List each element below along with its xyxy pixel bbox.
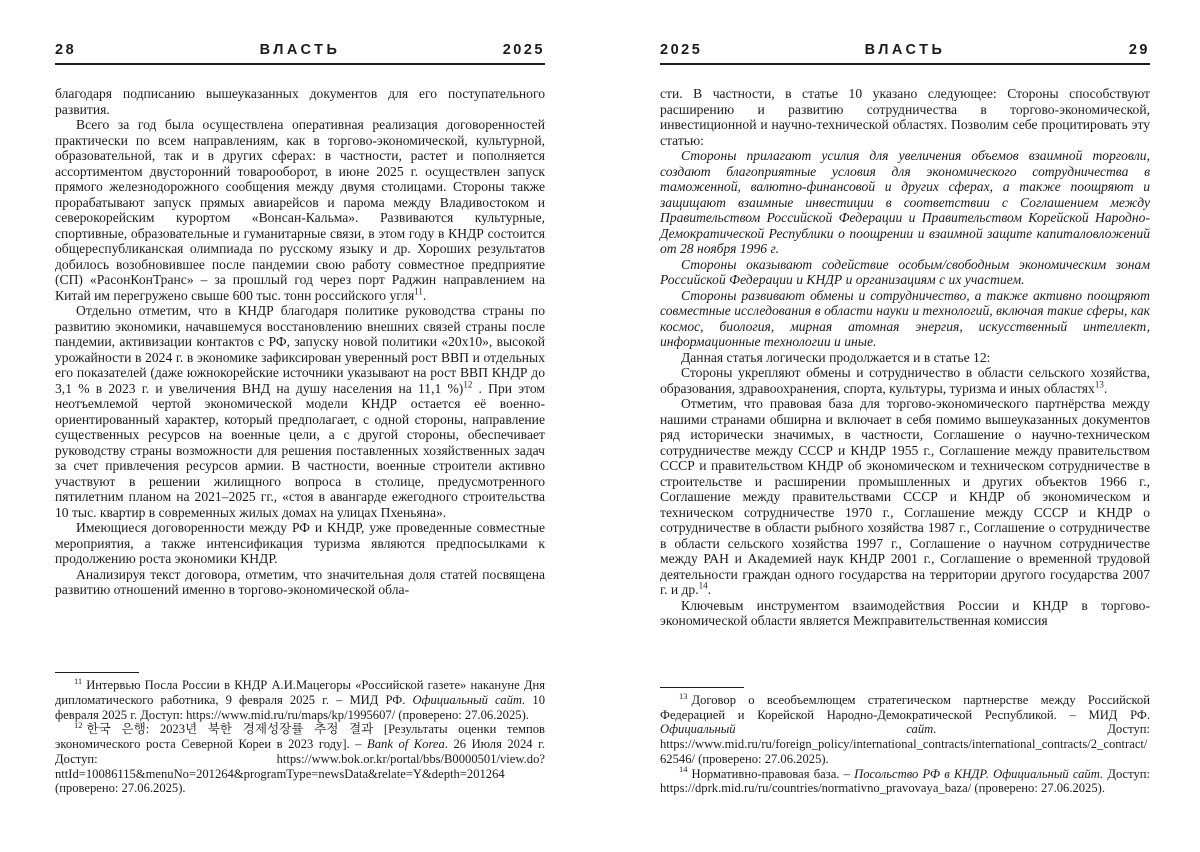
header-rule bbox=[660, 63, 1150, 65]
footnote-separator bbox=[55, 672, 139, 673]
paragraph bbox=[55, 520, 545, 567]
paragraph bbox=[660, 257, 1150, 288]
text-run: . bbox=[707, 582, 712, 597]
text-run: . bbox=[422, 287, 427, 303]
text-run: благодаря подписанию вышеуказанных документов для его поступательного развития. bbox=[55, 86, 545, 117]
paragraph bbox=[660, 396, 1150, 598]
text-run: . 26 Июля 2024 г. Доступ: https://www.bok.or.kr/portal/bbs/B0000501/view.do?nttId=10086115&menuNo=201264&programType=newsData&relate=Y&depth=201264 (проверено: 27.06.2025). bbox=[55, 737, 545, 796]
footnote-ref: 13 bbox=[1094, 378, 1104, 389]
footnote bbox=[660, 764, 1151, 796]
text-run: Стороны укрепляют обмены и сотрудничество в области сельского хозяйства, образования, здравоохранения, спорта, культуры, туризма и иных областях bbox=[660, 365, 1150, 396]
footnote-ref: 11 bbox=[414, 285, 423, 296]
footnote-separator bbox=[660, 687, 744, 688]
footnote bbox=[55, 722, 545, 796]
paragraph bbox=[660, 288, 1150, 350]
footnote bbox=[55, 678, 545, 722]
page-body bbox=[660, 86, 1150, 629]
footnote bbox=[660, 690, 1150, 767]
text-run: Ключевым инструментом взаимодействия России и КНДР в торгово-экономической области является Межправительственная комиссия bbox=[660, 597, 1150, 628]
footnote-list bbox=[660, 690, 1151, 796]
paragraph bbox=[660, 86, 1150, 148]
text-run: Имеющиеся договоренности между РФ и КНДР, уже проведенные совместные мероприятия, а также интенсификация туризма являются предпосылками к продолжению роста экономики КНДР. bbox=[55, 520, 545, 566]
text-run: . При этом неотъемлемой чертой экономической модели КНДР остается её военно-ориентированный характер, который предполагает, с одной стороны, направление существенных ресурсов на военные цели, а с другой стороны, обеспечивает руководству страны возможности для решения поставленных хозяйственных задач за счет привлечения ресурсов армии. В частности, военные строители активно участвуют в решении жилищного вопроса в столице, предусмотренного пятилетним планом на 2021–2025 гг., «стоя в авангарде ежегодного строительства 10 тыс. квартир в современных жилых домах на улицах Пхеньяна». bbox=[55, 380, 546, 520]
text-run: сти. В частности, в статье 10 указано следующее: Стороны способствуют расширению и развитию сотрудничества в торгово-экономической, инвестиционной и научно-технической областях. Позволим себе процитировать эту статью: bbox=[660, 86, 1150, 148]
page-body bbox=[55, 86, 545, 598]
page-number: 29 bbox=[1128, 42, 1150, 58]
paragraph bbox=[660, 350, 1150, 366]
text-run: . bbox=[1103, 380, 1108, 396]
footnote-marker: 14 bbox=[679, 764, 688, 775]
text-run: Bank of Korea bbox=[367, 737, 445, 752]
footnote-marker: 11 bbox=[74, 676, 83, 687]
text-run: Интервью Посла России в КНДР А.И.Мацегоры «Российской газете» накануне Дня дипломатического работника, 9 февраля 2025 г. – МИД РФ. bbox=[55, 678, 545, 708]
page-number: 28 bbox=[55, 42, 77, 58]
paragraph bbox=[55, 86, 545, 117]
text-run: Доступ: https://dprk.mid.ru/ru/countries/normativno_pravovaya_baza/ (проверено: 27.06.2025). bbox=[660, 766, 1151, 796]
footnote-ref: 12 bbox=[463, 378, 473, 389]
footnote-ref: 14 bbox=[698, 580, 708, 591]
text-run: Анализируя текст договора, отметим, что значительная доля статей посвящена развитию отношений именно в торгово-экономической обла- bbox=[55, 566, 545, 597]
footnote-list bbox=[55, 678, 545, 796]
paragraph bbox=[660, 148, 1150, 257]
text-run: Официальный сайт. bbox=[412, 693, 526, 708]
header-rule bbox=[55, 63, 545, 65]
paragraph bbox=[660, 598, 1150, 629]
text-run: Стороны развивают обмены и сотрудничество, а также активно поощряют совместные исследования в области науки и технологий, включая такие сферы, как космос, биология, мирная атомная энергия, искусственный интеллект, информационные технологии и иные. bbox=[660, 287, 1150, 349]
page-header-left bbox=[55, 0, 545, 58]
page-header-right bbox=[660, 0, 1150, 58]
text-run: Нормативно-правовая база. – bbox=[691, 766, 855, 781]
paragraph bbox=[660, 365, 1150, 396]
page-right bbox=[600, 0, 1200, 852]
footnotes-block bbox=[660, 687, 1150, 796]
footnote-marker: 12 bbox=[74, 720, 83, 731]
text-run: Данная статья логически продолжается и в статье 12: bbox=[681, 349, 991, 365]
text-run: Отметим, что правовая база для торгово-экономического партнёрства между нашими странами обширна и включает в себя помимо вышеуказанных документов ряд исторически значимых, в частности, Соглашение о научно-техническом сотрудничестве между СССР и КНДР 1955 г., Соглашение между правительством СССР и правительством КНДР об экономическом и техническом сотрудничестве в строительстве и расширении промышленных и других объектов 1966 г., Соглашение между правительствами СССР и КНДР об экономическом и техническом сотрудничестве 1970 г., Соглашение между СССР и КНДР о сотрудничестве в области рыбного хозяйства 1987 г., Соглашение о сотрудничестве в области сельского хозяйства 1997 г., Соглашение о научном сотрудничестве между РАН и Академией наук КНДР 2001 г., Соглашение о временной трудовой деятельности граждан одного государства на территории другого государства 2007 г. и др. bbox=[660, 396, 1150, 597]
paragraph bbox=[55, 567, 545, 598]
text-run: Доступ: https://www.mid.ru/ru/foreign_policy/international_contracts/international_contracts/2_contract/62546/ (проверено: 27.06.2025). bbox=[660, 722, 1150, 766]
text-run: 한국 은행: 2023년 북한 경제성장률 추정 결과 [Результаты оценки темпов экономического роста Северной Кореи в 2023 году]. – bbox=[55, 722, 545, 752]
header-year: 2025 bbox=[502, 42, 545, 58]
text-run: Стороны прилагают усилия для увеличения объемов взаимной торговли, создают благоприятные условия для экономического сотрудничества в таможенной, валютно-финансовой и других сферах, а также поощряют и защищают взаимные инвестиции в соответствии с Соглашением между Правительством Российской Федерации и Правительством Корейской Народно-Демократической Республики о поощрении и взаимной защите капиталовложений от 28 ноября 1996 г. bbox=[660, 148, 1150, 256]
journal-title: ВЛАСТЬ bbox=[259, 42, 341, 58]
text-run: Посольство РФ в КНДР. Официальный сайт. bbox=[854, 766, 1104, 781]
text-run: Отдельно отметим, что в КНДР благодаря политике руководства страны по развитию экономики, начавшемуся восстановлению внешних связей страны после пандемии, активизации контактов с РФ, запуску новой политики «20х10», высокой урожайности в 2024 г. в экономике зафиксирован уверенный рост ВВП и отдельных его показателей (даже южнокорейские источники указывают на рост ВВП КНДР до 3,1 % в 2023 г. и увеличения ВНД на душу населения на 11,1 %) bbox=[55, 303, 545, 396]
paragraph bbox=[55, 117, 545, 303]
header-year: 2025 bbox=[660, 42, 703, 58]
footnotes-block bbox=[55, 672, 545, 796]
text-run: Договор о всеобъемлющем стратегическом партнерстве между Российской Федерацией и Корейской Народно-Демократической Республикой. – МИД РФ. bbox=[660, 693, 1150, 722]
journal-title: ВЛАСТЬ bbox=[864, 42, 946, 58]
text-run: 10 февраля 2025 г. Доступ: https://www.mid.ru/ru/maps/kp/1995607/ (проверено: 27.06.2025). bbox=[55, 693, 545, 722]
paragraph bbox=[55, 303, 545, 520]
text-run: Официальный сайт. bbox=[660, 722, 937, 737]
text-run: Всего за год была осуществлена оперативная реализация договоренностей практически по всем направлениям, как в торгово-экономической, культурной, образовательной, так и в других сферах: в частности, растет и пополняется ассортиментом двусторонний товарооборот, в июне 2025 г. осуществлен запуск прямого железнодорожного сообщения между двумя столицами. Стороны также прорабатывают запуск прямых авиарейсов и парома между Владивостоком и северокорейским курортом «Вонсан-Кальма». Развиваются культурные, спортивные, образовательные и гуманитарные связи, в этом году в КНДР состоится общереспубликанская олимпиада по русскому языку и др. Хороших результатов добилось возобновившее после пандемии свою работу совместное предприятие (СП) «РасонКонТранс» – за прошлый год через порт Раджин направлением на Китай им перегружено свыше 600 тыс. тонн российского угля bbox=[55, 117, 545, 303]
footnote-marker: 13 bbox=[679, 690, 688, 701]
text-run: Стороны оказывают содействие особым/свободным экономическим зонам Российской Федерации и КНДР и организациям с их участием. bbox=[660, 256, 1150, 287]
